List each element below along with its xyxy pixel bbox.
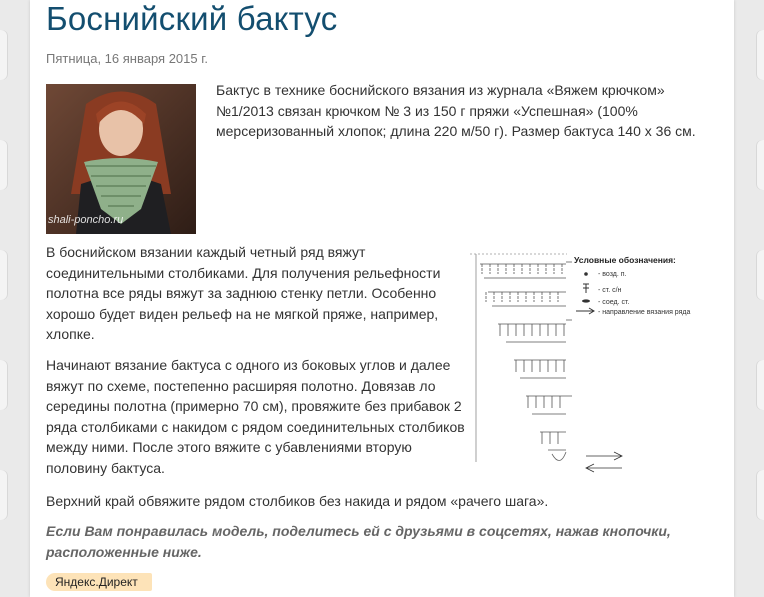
legend-item-chain: - возд. п. (598, 271, 627, 278)
instructions-paragraph: Начинают вязание бактуса с одного из боковых углов и далее вяжут по схеме, постепенно расширяя полотно. Довязав ло середины полотна (примерно 70 см), провяжите без прибавок 2 ряда столбиками с накидом с рядом соединительных столбиков между ними. После этого вяжите с убавлениями вторую половину бактуса. (46, 357, 465, 476)
yandex-direct-badge[interactable]: Яндекс.Директ (46, 573, 152, 591)
edge-tab (0, 470, 8, 520)
edge-tab (0, 250, 8, 300)
article-title[interactable]: Боснийский бактус (46, 0, 338, 37)
legend-title: Условные обозначения: (574, 255, 676, 265)
crochet-chart[interactable] (462, 240, 718, 480)
article-page (30, 0, 734, 597)
page-left-edge (0, 0, 30, 597)
intro-paragraph: Бактус в технике боснийского вязания из журнала «Вяжем крючком» №1/2013 связан крючком № 3 из 150 г пряжи «Успешная» (100% мерсеризованный хлопок; длина 220 м/50 г). Размер бактуса 140 х 36 см. (216, 82, 696, 139)
technique-paragraph: В боснийском вязании каждый четный ряд вяжут соединительными столбиками. Для получения рельефности полотна все ряды вяжут за заднюю стенку петли. Особенно хорошо будет виден рельеф на не мягкой пряже, например, хлопке. (46, 244, 441, 342)
edge-tab (756, 140, 764, 190)
legend-item-dc: - ст. с/н (598, 287, 622, 294)
edge-tab (756, 30, 764, 80)
direction-arrow-icon (576, 308, 594, 314)
edge-tab (756, 360, 764, 410)
chart-legend (574, 255, 690, 316)
chain-symbol-icon (584, 272, 588, 276)
legend-item-slst: - соед. ст. (598, 299, 630, 306)
double-crochet-symbol-icon (583, 284, 589, 293)
edge-tab (0, 360, 8, 410)
edging-paragraph: Верхний край обвяжите рядом столбиков без накида и рядом «рачего шага». (46, 493, 549, 509)
page-right-edge (734, 0, 764, 597)
share-note: Если Вам понравилась модель, поделитесь ей с друзьями в соцсетях, нажав кнопочки, расположенные ниже. (46, 523, 671, 560)
edge-tab (756, 250, 764, 300)
edge-tab (0, 140, 8, 190)
slip-stitch-symbol-icon (582, 299, 590, 302)
edge-tab (0, 30, 8, 80)
photo-illustration (46, 84, 196, 234)
article-date: Пятница, 16 января 2015 г. (46, 51, 208, 66)
article-photo[interactable] (46, 84, 196, 234)
photo-watermark: shali-poncho.ru (48, 214, 124, 226)
edge-tab (756, 470, 764, 520)
legend-item-direction: - направление вязания ряда (598, 309, 691, 316)
